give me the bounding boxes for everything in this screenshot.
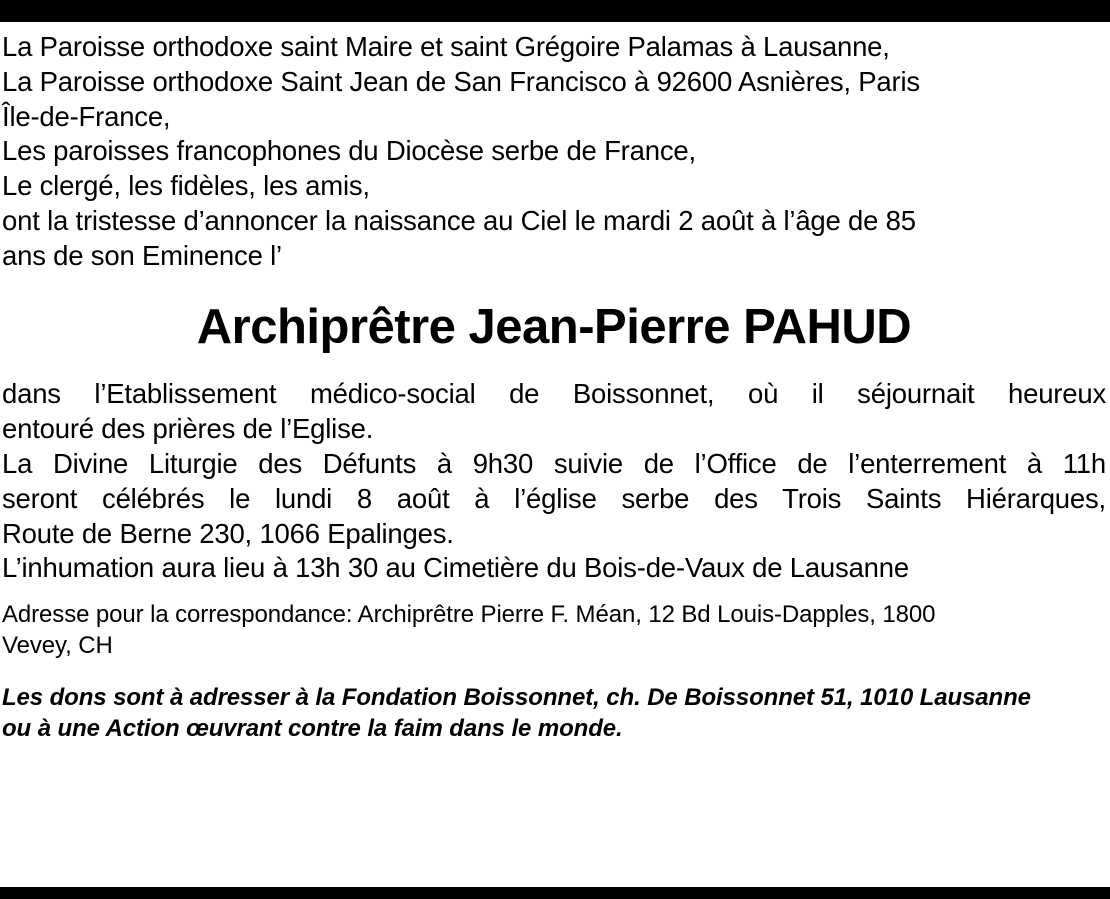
body-line: entouré des prières de l’Eglise. xyxy=(2,413,374,445)
intro-line: Le clergé, les fidèles, les amis, xyxy=(2,170,370,202)
bottom-rule xyxy=(0,887,1110,899)
notice-content xyxy=(0,22,1110,887)
body-paragraph-1 xyxy=(2,377,1106,447)
body-paragraph-2 xyxy=(2,447,1106,551)
correspondence-line: Vevey, CH xyxy=(2,631,113,659)
correspondence-line: Adresse pour la correspondance: Archiprêtre Pierre F. Méan, 12 Bd Louis-Dapples, 1800 xyxy=(2,601,936,629)
intro-line: La Paroisse orthodoxe saint Maire et saint Grégoire Palamas à Lausanne, xyxy=(2,31,890,62)
intro-line: Les paroisses francophones du Diocèse serbe de France, xyxy=(2,135,696,167)
body-line: L’inhumation aura lieu à 13h 30 au Cimetière du Bois-de-Vaux de Lausanne xyxy=(2,552,909,584)
intro-line: Île-de-France, xyxy=(2,100,171,132)
donations-line: ou à une Action œuvrant contre la faim dans le monde. xyxy=(2,714,623,742)
donations-line: Les dons sont à adresser à la Fondation Boissonnet, ch. De Boissonnet 51, 1010 Lausanne xyxy=(2,684,1031,712)
body-line: Route de Berne 230, 1066 Epalinges. xyxy=(2,517,454,549)
deceased-name: Archiprêtre Jean-Pierre PAHUD xyxy=(196,300,912,355)
intro-line: La Paroisse orthodoxe Saint Jean de San Francisco à 92600 Asnières, Paris xyxy=(2,65,920,97)
top-rule xyxy=(0,0,1110,22)
donations-note xyxy=(2,683,1106,744)
body-line: La Divine Liturgie des Défunts à 9h30 suivie de l’Office de l’enterrement à 11h xyxy=(2,448,1106,480)
body-line: dans l’Etablissement médico-social de Boissonnet, où il séjournait heureux xyxy=(2,378,1106,410)
intro-paragraph xyxy=(2,30,1106,273)
intro-line: ans de son Eminence l’ xyxy=(2,239,282,271)
body-line: seront célébrés le lundi 8 août à l’église serbe des Trois Saints Hiérarques, xyxy=(2,482,1106,514)
body-paragraph-3 xyxy=(2,551,1106,586)
correspondence-address xyxy=(2,600,1106,661)
intro-line: ont la tristesse d’annoncer la naissance au Ciel le mardi 2 août à l’âge de 85 xyxy=(2,204,916,236)
